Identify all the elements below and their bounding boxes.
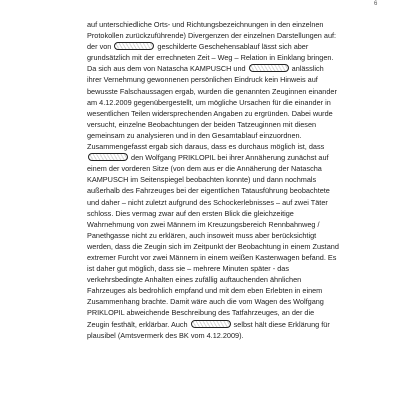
text-span: Panethgasse nicht zu erklären, auch insoweit muss aber berücksichtigt: [87, 230, 317, 240]
text-span: KAMPUSCH im Seitenspiegel beobachten konnte) und dann nochmals: [87, 175, 317, 185]
text-line: [87, 174, 375, 185]
text-line: [87, 119, 375, 130]
page-number: 6: [374, 1, 378, 7]
text-span: selbst hält diese Erklärung für: [231, 319, 330, 329]
text-span: PRIKLOPIL abweichende Beschreibung des Tatfahrzeuges, an der die: [87, 308, 315, 318]
text-span: Zusammenhang brachte. Damit wäre auch die vom Wagen des Wolfgang: [87, 297, 324, 307]
text-span: der von: [87, 42, 114, 52]
text-span: schloss. Dies vermag zwar auf den ersten Blick die gleichzeitige: [87, 208, 294, 218]
text-line: [87, 86, 375, 97]
body-text: [87, 19, 375, 341]
text-line: [87, 74, 375, 85]
text-span: und daher – nicht zuletzt aufgrund des Schockerlebnisses – auf zwei Täter: [87, 197, 328, 207]
text-line: [87, 285, 375, 296]
text-span: extremer Furcht vor zwei Männern in einem weißen Kastenwagen befand. Es: [87, 252, 337, 262]
text-line: [87, 274, 375, 285]
text-span: Zusammengefasst ergab sich daraus, dass es durchaus möglich ist, dass: [87, 142, 325, 152]
text-line: [87, 152, 375, 163]
text-span: wesentlichen Teilen widersprechenden Angaben zu ergründen. Dabei wurde: [87, 108, 333, 118]
text-span: Da sich aus dem von Natascha KAMPUSCH und: [87, 64, 248, 74]
text-span: werden, dass die Zeugin sich im Zeitpunkt der Beobachtung in einem Zustand: [87, 241, 339, 251]
text-line: [87, 141, 375, 152]
text-line: [87, 63, 375, 74]
text-span: einem der vorderen Sitze (von dem aus er die Annäherung der Natascha: [87, 164, 322, 174]
text-line: [87, 252, 375, 263]
text-line: [87, 130, 375, 141]
text-span: versucht, einzelne Beobachtungen der beiden Tatzeuginnen mit diesen: [87, 119, 317, 129]
text-line: [87, 330, 375, 341]
redaction-mark: [114, 42, 154, 50]
text-line: [87, 319, 375, 330]
text-line: [87, 208, 375, 219]
text-span: gemeinsam zu analysieren und in den Gesamtablauf einzuordnen.: [87, 130, 302, 140]
text-line: [87, 263, 375, 274]
text-line: [87, 197, 375, 208]
text-line: [87, 97, 375, 108]
text-span: verkehrsbedingte Anhalten eines zufällig auftauchenden ähnlichen: [87, 275, 302, 285]
text-span: ihrer Vernehmung gewonnenen persönlichen Eindruck kein Hinweis auf: [87, 75, 318, 85]
text-span: Fahrzeuges als bedrohlich empfand und mit dem eben Erlebten in einem: [87, 286, 323, 296]
text-span: ist daher gut möglich, dass sie – mehrere Minuten später - das: [87, 264, 289, 274]
redaction-mark: [249, 64, 289, 72]
text-span: bewusste Falschaussagen ergab, wurden die genannten Zeuginnen einander: [87, 86, 337, 96]
text-line: [87, 163, 375, 174]
text-span: außerhalb des Fahrzeuges bei der eigentlichen Tatausführung beobachtete: [87, 186, 330, 196]
text-line: [87, 219, 375, 230]
text-line: [87, 241, 375, 252]
text-line: [87, 30, 375, 41]
text-line: [87, 41, 375, 52]
text-line: [87, 307, 375, 318]
text-line: [87, 230, 375, 241]
text-span: auf unterschiedliche Orts- und Richtungsbezeichnungen in den einzelnen: [87, 20, 324, 29]
text-span: Zeugin festhält, erklärbar. Auch: [87, 319, 190, 329]
text-line: [87, 52, 375, 63]
text-span: Wahrnehmung von zwei Männern im Kreuzungsbereich Rennbahnweg /: [87, 219, 320, 229]
text-line: [87, 108, 375, 119]
redaction-mark: [88, 153, 128, 161]
redaction-mark: [191, 320, 231, 328]
text-span: plausibel (Amtsvermerk des BK vom 4.12.2009).: [87, 330, 244, 340]
text-span: anlässlich: [289, 64, 324, 74]
text-span: grundsätzlich mit der errechneten Zeit – Weg – Relation in Einklang bringen.: [87, 53, 334, 63]
text-line: [87, 296, 375, 307]
text-line: [87, 19, 375, 30]
text-line: [87, 185, 375, 196]
text-span: den Wolfgang PRIKLOPIL bei ihrer Annäherung zunächst auf: [129, 153, 329, 163]
text-span: am 4.12.2009 gegenübergestellt, um mögliche Ursachen für die einander in: [87, 97, 331, 107]
text-span: Protokollen zurückzuführende) Divergenzen der einzelnen Darstellungen auf:: [87, 31, 337, 41]
text-span: geschilderte Geschehensablauf lässt sich aber: [155, 42, 309, 52]
